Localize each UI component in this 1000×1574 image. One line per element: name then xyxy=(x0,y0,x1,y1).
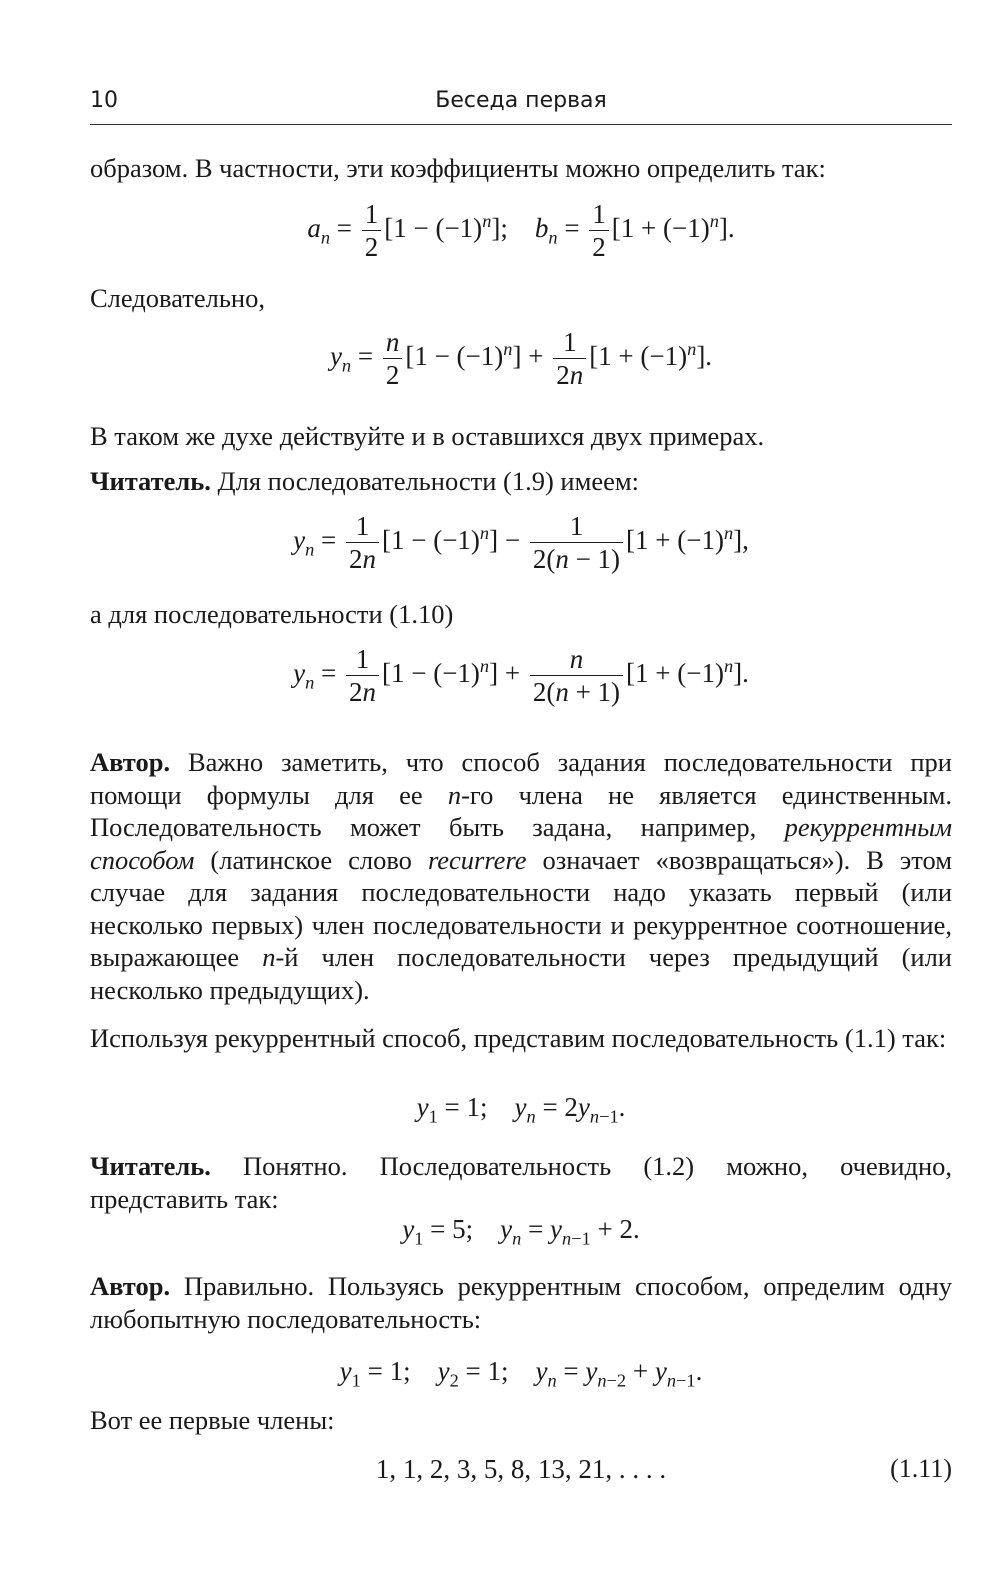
formula-an-bn: $a_n$ = $\frac{1}{2}$ $[1 - (-1)^n]$; $b_n$ = $\frac{1}{2}$ $[1 + (-1)^n]$. xyxy=(307,199,735,263)
paragraph-2: Следовательно, xyxy=(90,283,265,313)
paragraph-1: образом. В частности, эти коэффициенты можно определить так: xyxy=(90,153,826,183)
paragraph-5: а для последовательности (1.10) xyxy=(90,599,454,629)
fibonacci-terms-line xyxy=(90,1454,952,1485)
speaker-reader: Читатель. xyxy=(90,466,211,496)
speaker-reader-2: Читатель. xyxy=(90,1151,211,1181)
fibonacci-terms: 1, 1, 2, 3, 5, 8, 13, 21, . . . . xyxy=(375,1454,667,1484)
paragraph-3: В таком же духе действуйте и в оставшихся двух примерах. xyxy=(90,421,765,451)
paragraph-4: Читатель. Для последовательности (1.9) имеем: xyxy=(90,466,640,496)
paragraph-6: Автор. Важно заметить, что способ задания последовательности при помощи формулы для ее n-го члена не является единственным. Последовательность может быть задана, например, рекуррентным способом (латинское слово recurrere означает «возвращаться»). В этом случае для задания последовательности надо указать первый (или несколько первых) член последовательности и рекуррентное соотношение, выражающее n-й член последовательности через предыдущий (или несколько предыдущих). xyxy=(90,747,953,1005)
chapter-title: Беседа первая xyxy=(435,88,607,113)
paragraph-9: Автор. Правильно. Пользуясь рекуррентным способом, определим одну любопытную последовательность: xyxy=(90,1271,952,1334)
paragraph-8: Читатель. Понятно. Последовательность (1.2) можно, очевидно, представить так: xyxy=(90,1151,952,1214)
speaker-author-2: Автор. xyxy=(90,1271,171,1301)
speaker-author: Автор. xyxy=(90,747,171,777)
formula-fibonacci-recurrence: $y_1 = 1$; $y_2 = 1$; $y_n = y_{n-2} + y_{n-1}$. xyxy=(339,1356,703,1391)
formula-yn-1-10: $y_n$ = $\frac{1}{2n}$ $[1 - (-1)^n]$ + $\frac{n}{2(n + 1)}$ $[1 + (-1)^n]$. xyxy=(293,644,749,708)
running-head xyxy=(90,84,952,125)
page-number: 10 xyxy=(90,88,118,113)
formula-yn-1-9: $y_n$ = $\frac{1}{2n}$ $[1 - (-1)^n]$ − $\frac{1}{2(n - 1)}$ $[1 + (-1)^n]$, xyxy=(293,511,749,575)
formula-recurrent-1-2: $y_1 = 5$; $y_n = y_{n-1} + 2$. xyxy=(402,1214,640,1249)
equation-number: (1.11) xyxy=(890,1454,952,1483)
paragraph-7: Используя рекуррентный способ, представим последовательность (1.1) так: xyxy=(90,1023,947,1053)
paragraph-10: Вот ее первые члены: xyxy=(90,1405,335,1435)
formula-recurrent-1-1: $y_1 = 1$; $y_n = 2y_{n-1}$. xyxy=(416,1092,626,1127)
formula-yn-1: $y_n$ = $\frac{n}{2}$ $[1 - (-1)^n]$ + $\frac{1}{2n}$ $[1 + (-1)^n]$. xyxy=(329,327,713,391)
